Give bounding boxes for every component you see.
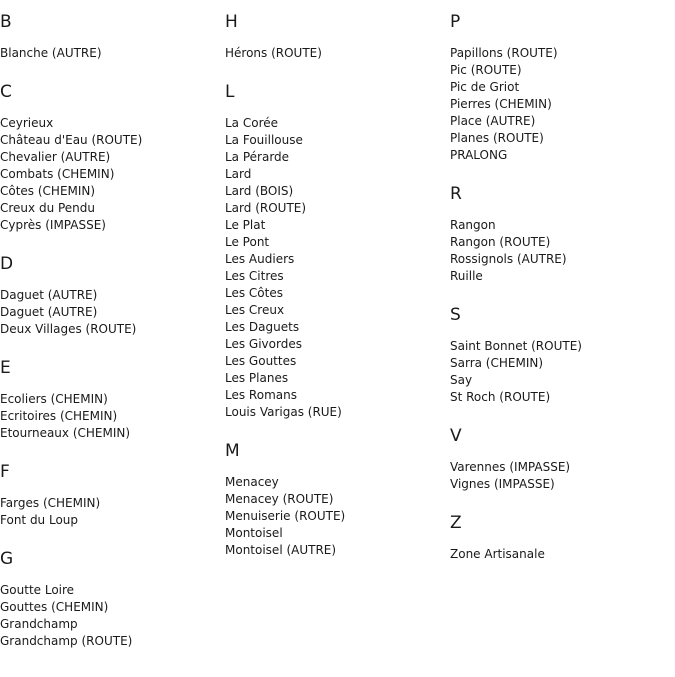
street-list [450, 45, 675, 164]
street-item [0, 408, 225, 425]
street-list [450, 546, 675, 563]
street-item [0, 132, 225, 149]
street-item [225, 200, 450, 217]
street-item [450, 476, 675, 493]
street-link[interactable]: Le Plat [225, 218, 266, 232]
street-item [0, 391, 225, 408]
street-list [0, 115, 225, 234]
street-item [450, 234, 675, 251]
street-item [225, 474, 450, 491]
street-link[interactable]: Pic (ROUTE) [450, 63, 522, 77]
street-link[interactable]: Menuiserie (ROUTE) [225, 509, 346, 523]
street-item [0, 287, 225, 304]
street-link[interactable]: Daguet (AUTRE) [0, 288, 98, 302]
street-item [0, 321, 225, 338]
street-link[interactable]: Combats (CHEMIN) [0, 167, 115, 181]
street-link[interactable]: Daguet (AUTRE) [0, 305, 98, 319]
street-list [450, 459, 675, 493]
street-list [450, 338, 675, 406]
street-item [0, 512, 225, 529]
street-item [225, 234, 450, 251]
letter-group-e [0, 358, 225, 442]
street-item [225, 542, 450, 559]
letter-group-z [450, 513, 675, 563]
street-link[interactable]: Lard [225, 167, 252, 181]
letter-group-v [450, 426, 675, 493]
letter-heading: L [225, 82, 235, 102]
street-list [225, 115, 450, 421]
street-list [0, 495, 225, 529]
street-item [450, 372, 675, 389]
street-link[interactable]: Rangon [450, 218, 496, 232]
letter-group-r [450, 184, 675, 285]
street-list [0, 582, 225, 650]
letter-heading: D [0, 254, 14, 274]
street-link[interactable]: Côtes (CHEMIN) [0, 184, 96, 198]
letter-group-c [0, 82, 225, 234]
street-item [0, 149, 225, 166]
letter-heading: B [0, 12, 12, 32]
street-item [225, 132, 450, 149]
street-item [450, 130, 675, 147]
street-item [450, 45, 675, 62]
street-item [0, 200, 225, 217]
letter-heading: G [0, 549, 14, 569]
letter-heading: Z [450, 513, 462, 533]
street-link[interactable]: Varennes (IMPASSE) [450, 460, 571, 474]
letter-group-l [225, 82, 450, 421]
street-item [450, 62, 675, 79]
street-item [225, 166, 450, 183]
street-link[interactable]: Grandchamp (ROUTE) [0, 634, 133, 648]
street-link[interactable]: Les Romans [225, 388, 297, 402]
street-link[interactable]: Deux Villages (ROUTE) [0, 322, 137, 336]
street-item [225, 491, 450, 508]
letter-heading: V [450, 426, 462, 446]
street-item [450, 268, 675, 285]
street-link[interactable]: La Fouillouse [225, 133, 303, 147]
street-link[interactable]: Gouttes (CHEMIN) [0, 600, 109, 614]
street-link[interactable]: Grandchamp [0, 617, 78, 631]
street-item [225, 268, 450, 285]
street-link[interactable]: Ruille [450, 269, 483, 283]
street-link[interactable]: Les Côtes [225, 286, 283, 300]
street-link[interactable]: Font du Loup [0, 513, 79, 527]
letter-group-g [0, 549, 225, 650]
street-link[interactable]: Louis Varigas (RUE) [225, 405, 342, 419]
street-item [0, 495, 225, 512]
street-link[interactable]: Les Citres [225, 269, 284, 283]
street-item [225, 115, 450, 132]
street-item [225, 508, 450, 525]
street-item [450, 96, 675, 113]
letter-heading: E [0, 358, 11, 378]
letter-heading: F [0, 462, 10, 482]
street-item [225, 302, 450, 319]
street-link[interactable]: Place (AUTRE) [450, 114, 536, 128]
street-link[interactable]: Les Givordes [225, 337, 302, 351]
index-column-3 [450, 0, 675, 583]
letter-group-d [0, 254, 225, 338]
street-item [450, 217, 675, 234]
letter-heading: M [225, 441, 240, 461]
street-item [225, 336, 450, 353]
street-list [225, 45, 450, 62]
street-item [450, 147, 675, 164]
street-link[interactable]: Papillons (ROUTE) [450, 46, 558, 60]
letter-heading: R [450, 184, 462, 204]
street-link[interactable]: Château d'Eau (ROUTE) [0, 133, 143, 147]
letter-heading: C [0, 82, 12, 102]
street-item [225, 285, 450, 302]
index-column-1 [0, 0, 225, 670]
street-item [450, 113, 675, 130]
street-link[interactable]: Hérons (ROUTE) [225, 46, 322, 60]
street-item [225, 319, 450, 336]
street-link[interactable]: Saint Bonnet (ROUTE) [450, 339, 582, 353]
street-item [0, 217, 225, 234]
street-item [0, 45, 225, 62]
street-item [0, 616, 225, 633]
street-list [0, 45, 225, 62]
street-link[interactable]: Menacey (ROUTE) [225, 492, 334, 506]
street-item [0, 633, 225, 650]
street-item [0, 166, 225, 183]
street-link[interactable]: Ecoliers (CHEMIN) [0, 392, 108, 406]
letter-group-h [225, 12, 450, 62]
street-link[interactable]: Rangon (ROUTE) [450, 235, 551, 249]
street-link[interactable]: Les Creux [225, 303, 285, 317]
street-item [0, 599, 225, 616]
street-link[interactable]: Rossignols (AUTRE) [450, 252, 567, 266]
letter-group-f [0, 462, 225, 529]
street-item [225, 217, 450, 234]
street-item [0, 582, 225, 599]
street-item [225, 353, 450, 370]
street-item [225, 387, 450, 404]
street-item [0, 304, 225, 321]
street-item [450, 389, 675, 406]
street-list [0, 391, 225, 442]
street-item [0, 183, 225, 200]
street-link[interactable]: La Corée [225, 116, 279, 130]
street-link[interactable]: Le Pont [225, 235, 270, 249]
street-link[interactable]: Pierres (CHEMIN) [450, 97, 552, 111]
street-link[interactable]: Planes (ROUTE) [450, 131, 544, 145]
street-link[interactable]: Say [450, 373, 473, 387]
street-link[interactable]: Montoisel [225, 526, 283, 540]
street-link[interactable]: Les Audiers [225, 252, 295, 266]
street-item [450, 79, 675, 96]
street-item [0, 425, 225, 442]
street-link[interactable]: Pic de Griot [450, 80, 520, 94]
street-item [225, 45, 450, 62]
letter-heading: S [450, 305, 461, 325]
street-link[interactable]: PRALONG [450, 148, 508, 162]
street-link[interactable]: Les Daguets [225, 320, 300, 334]
street-link[interactable]: Vignes (IMPASSE) [450, 477, 555, 491]
street-link[interactable]: Ceyrieux [0, 116, 54, 130]
street-item [450, 251, 675, 268]
letter-heading: H [225, 12, 238, 32]
street-link[interactable]: Les Planes [225, 371, 289, 385]
street-item [225, 525, 450, 542]
street-item [225, 149, 450, 166]
street-link[interactable]: La Pérarde [225, 150, 290, 164]
street-item [225, 370, 450, 387]
street-link[interactable]: Etourneaux (CHEMIN) [0, 426, 131, 440]
street-link[interactable]: Chevalier (AUTRE) [0, 150, 111, 164]
street-item [225, 251, 450, 268]
street-link[interactable]: Les Gouttes [225, 354, 297, 368]
letter-group-b [0, 12, 225, 62]
street-link[interactable]: St Roch (ROUTE) [450, 390, 551, 404]
street-link[interactable]: Goutte Loire [0, 583, 75, 597]
street-item [450, 338, 675, 355]
street-link[interactable]: Montoisel (AUTRE) [225, 543, 337, 557]
letter-group-p [450, 12, 675, 164]
street-link[interactable]: Zone Artisanale [450, 547, 545, 561]
street-link[interactable]: Creux du Pendu [0, 201, 96, 215]
street-link[interactable]: Menacey [225, 475, 279, 489]
street-list [225, 474, 450, 559]
street-item [450, 355, 675, 372]
street-list [0, 287, 225, 338]
street-list [450, 217, 675, 285]
street-link[interactable]: Ecritoires (CHEMIN) [0, 409, 118, 423]
street-item [450, 459, 675, 476]
street-link[interactable]: Lard (BOIS) [225, 184, 294, 198]
street-item [225, 404, 450, 421]
street-item [450, 546, 675, 563]
street-link[interactable]: Lard (ROUTE) [225, 201, 307, 215]
street-item [0, 115, 225, 132]
letter-heading: P [450, 12, 461, 32]
street-link[interactable]: Cyprès (IMPASSE) [0, 218, 106, 232]
street-link[interactable]: Blanche (AUTRE) [0, 46, 102, 60]
street-link[interactable]: Sarra (CHEMIN) [450, 356, 544, 370]
street-link[interactable]: Farges (CHEMIN) [0, 496, 101, 510]
letter-group-s [450, 305, 675, 406]
index-column-2 [225, 0, 450, 579]
street-item [225, 183, 450, 200]
letter-group-m [225, 441, 450, 559]
